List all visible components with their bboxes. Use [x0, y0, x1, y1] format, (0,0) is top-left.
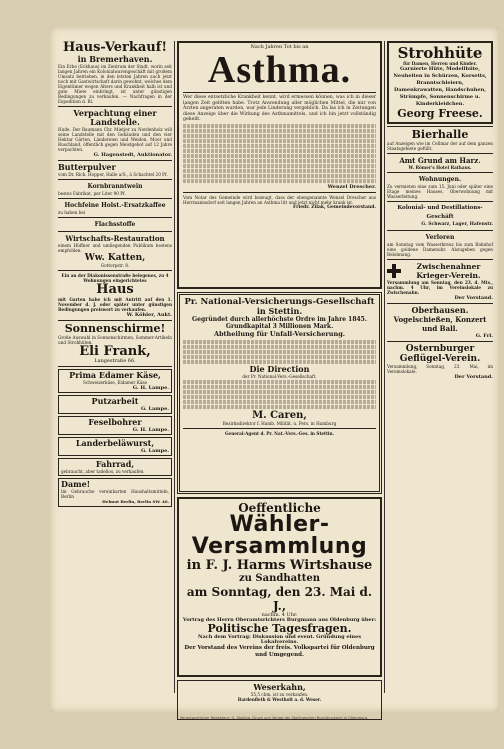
ad-haus-2	[58, 273, 172, 318]
ad-text: vom Dr. Rich. Hopper, Halle a/S., à Schachtel 20 Pf.	[58, 172, 168, 177]
ad-text: Versammlung am Sonntag, den 23. d. Mts., nachm. 4 Uhr, im Vereinslokale zu Zwischenahn.	[387, 280, 493, 295]
ad-text: Ein Erbe (Eckhaus) im Zentrum der Stadt, worin seit langen Jahren ein Kolonialwarengeschäft mit großem Umsatz betrieben, in den letzten Jahren auch jetzt noch mit Gastwirtschaft darin gewohnt, welches dem Eigentümer wegen Alters und Krankheit halb ist und gute Miete einbringt, ist unter günstigen Bedingungen zu verkaufen. — Nachfragen in der Expedition d. Bl.	[58, 64, 172, 104]
ad-signature: M. Caren,	[252, 410, 307, 421]
ad-title: Haus-Verkauf!	[62, 40, 168, 55]
ad-text: bestes Fabrikat, per Liter 90 Pf.	[58, 191, 126, 196]
ad-text: Im Gebrauche vereinbarten Haushaltsmitteln, Berlin	[61, 489, 169, 499]
ad-amt-grund	[387, 156, 493, 170]
ad-title: Sonnenschirme!	[64, 322, 166, 335]
ad-founding: Gegründet durch allerhöchste Ordre im Jahre 1845. Grundkapital 3 Millionen Mark.	[192, 316, 367, 330]
ad-text: Schweizerkäse, Eidamer Käse	[83, 380, 147, 385]
ad-signature: Der Vorstand des Vereins der freis. Volkspartei für Oldenburg und Umgegend.	[184, 645, 375, 658]
ad-header	[387, 262, 493, 280]
ad-weserkahn	[177, 680, 382, 720]
ad-location: zu Sandhatten	[238, 573, 320, 584]
ad-text: am Sonntag vom Wasserkreuz bis zum Bahnhof eine goldene Damenuhr. Abzugeben gegen Belohnung.	[387, 242, 493, 257]
ad-signature: Wenzel Drescher.	[327, 183, 376, 190]
ad-signature: G. Lampe.	[140, 448, 169, 454]
ad-signature: G. Hagenstedt, Auktionator.	[93, 152, 172, 158]
ad-text: Wer diese entsetzliche Krankheit kennt, wird ermessen können, was ich in dieser langen Zeit gelitten habe. Trotz Anwendung aller möglichen Mittel, die mir von Ärzten angeraten wurden, war jede Linderung vergeblich. Da las ich in Zeitungen diese Anzeige über die Wirkung des Asthmamittels, und ich bin jetzt vollständig geheilt.	[183, 95, 376, 123]
ad-national-versicherung	[177, 292, 382, 494]
ad-subtitle: W. Römer's Hotel Rathaus.	[408, 165, 472, 170]
ad-haus-verkauf	[58, 41, 172, 104]
ad-signature: W. Köhler, Aukt.	[126, 312, 172, 318]
ad-title: Landerbeläwurst,	[75, 438, 155, 448]
ad-title: Hochfeine Holst.-Ersatzkaffee	[64, 202, 166, 209]
ad-signature: G. H. Lampe.	[132, 427, 169, 433]
ad-intro: Ein an der Diakonissenstraße belegenes, zu 4 Wohnungen eingerichtetes	[61, 273, 169, 283]
ad-title: Feselbohrer	[88, 417, 142, 427]
ad-text: auf Anzeigen wie im Cellmar der auf dem ganzen Staatsgebiete gefüllt.	[387, 141, 493, 151]
ad-title: Kornbranntwein	[87, 183, 143, 190]
ad-speaker: Vortrag des Herrn Oberamtsrichters Burgmann aus Oldenburg über:	[182, 617, 377, 623]
ad-title: Amt Grund am Harz.	[399, 156, 481, 165]
ad-oberhausen	[387, 306, 493, 339]
ad-title: Strohhüte	[397, 44, 483, 62]
ad-title: Putzarbeit	[91, 396, 139, 406]
column-divider	[384, 41, 385, 693]
ad-title: Osternburger Geflügel-Verein.	[399, 344, 481, 364]
middle-column	[177, 41, 382, 702]
ad-waehler-versammlung	[177, 497, 382, 677]
ad-strohhuete	[387, 41, 493, 124]
ad-title: Weserkahn,	[253, 682, 306, 692]
ad-signature: G. H. Lampe.	[132, 385, 169, 391]
ad-text: mit Garten habe ich mit Antritt auf den 1. November d. J. oder später unter günstigen Bedingungen preiswert zu verkaufen.	[58, 297, 172, 312]
ad-kolonial	[387, 204, 493, 228]
ad-footnote-signature: Friedr. Zilak, Gemeindevorstand.	[293, 204, 376, 210]
ad-subtitle: in Stettin.	[256, 306, 303, 316]
ad-title: Wirtschafts-Restauration	[65, 234, 165, 243]
ad-agent: General-Agent d. Pr. Nat.-Vers.-Ges. in Stettin.	[224, 431, 335, 436]
ad-kornbranntwein	[58, 182, 172, 196]
ad-list: Garnierte Hüte, Modellhüte, Neuheiten in Schürzen, Korsetts, Branntschleiern, Damenkrawatten, Handschuhen, Strümpfe, Sonnenschirme u. Kinderkleidchen.	[393, 66, 487, 107]
ad-title: Flachsstoffe	[94, 221, 136, 228]
ad-signature: G. Frl.	[475, 333, 493, 339]
ad-address: Gottorpstr. 8.	[100, 263, 130, 268]
ad-date: am Sonntag, den 23. Mai d. J.,	[186, 585, 373, 613]
ad-butterpulver	[58, 163, 172, 177]
ad-title: Haus	[96, 282, 134, 297]
ad-dame	[58, 478, 172, 507]
ad-putzarbeit	[58, 395, 172, 414]
ad-title: Wähler-Versammlung	[191, 512, 368, 559]
ad-osternburger	[387, 344, 493, 380]
ad-title: Oberhausen.	[411, 305, 469, 315]
ad-hochfeine	[58, 201, 172, 215]
ad-address: Langestraße 66.	[94, 358, 136, 364]
ad-fahrrad	[58, 458, 172, 476]
right-column	[387, 41, 493, 696]
ad-title: Bierhalle	[411, 128, 469, 141]
ad-title: Fahrrad,	[95, 459, 135, 469]
ad-text: einem Hüffner und umliegenden Publikum bestens empfohlen.	[58, 243, 172, 253]
ad-signature: Helmut Berlin, Berlin SW. 46.	[102, 499, 169, 504]
ad-text: Zu vermieten eine zum 15. Juni oder später eine Etage meines Hauses, Oberwohnung mit Wasserleitung.	[387, 184, 493, 199]
ad-feselbohrer	[58, 416, 172, 435]
ad-prima-kaese	[58, 369, 172, 393]
ad-time: nachm. 4 Uhr.	[261, 612, 298, 618]
ad-title: Verpachtung einer Landstelle.	[73, 108, 157, 127]
ad-text: 55,5 cbm. ist zu verkaufen.	[250, 692, 309, 697]
ad-flachsstoffe	[58, 220, 172, 229]
ad-signature: Der Vorstand.	[454, 374, 493, 380]
ad-subtitle: für Damen, Herren und Kinder.	[403, 61, 477, 66]
ad-place: in F. J. Harms Wirtshause	[186, 558, 373, 573]
ad-sonnenschirme	[58, 323, 172, 364]
ad-name: Ww. Katten,	[84, 253, 146, 263]
ad-direction: Die Direction	[249, 364, 310, 374]
ad-title: Asthma.	[207, 49, 352, 91]
ad-bierhalle	[387, 129, 493, 151]
left-column	[58, 41, 172, 696]
column-divider	[174, 41, 175, 693]
newspaper-page	[50, 27, 499, 712]
ad-text: Nach dem Vortrag: Diskussion und event. Gründung eines Lokalvereins.	[197, 634, 362, 645]
ad-verloren	[387, 233, 493, 257]
ad-signature: Der Vorstand.	[454, 295, 493, 301]
ad-title: Butterpulver	[58, 162, 116, 172]
ad-signature: G. Lampe.	[140, 406, 169, 412]
ad-text: zu haben bei	[58, 210, 86, 215]
ad-title: Zwischenahner Krieger-Verein.	[416, 262, 481, 280]
ad-title: Pr. National-Versicherungs-Gesellschaft	[184, 297, 375, 307]
ad-department: Abtheilung für Unfall-Versicherung.	[213, 330, 346, 338]
ad-direction-sub: der Pr. National-Vers.-Gesellschaft.	[242, 374, 317, 379]
ad-krieger-verein	[387, 262, 493, 301]
ad-wohnungen	[387, 175, 493, 199]
ad-title: Dame!	[61, 479, 91, 489]
ad-text: Große Auswahl in Sonnenschirmen, Sommer-Artikeln und Strohhüten.	[58, 335, 172, 345]
ad-signature: Bardenfleth & Westholt a. d. Weser.	[237, 697, 322, 702]
ad-event: Vogelschießen, Konzert und Ball.	[393, 315, 487, 333]
ad-title: Wohnungen.	[418, 176, 462, 183]
footer-imprint: Verantwortlicher Redakteur: G. Stalling, Druck und Verlag der Stallingschen Buchdruckerei in Oldenburg.	[179, 716, 369, 720]
ad-signature-sub: Bezirksdirektor f. Hamb. Milität. u. Pers. in Hamburg	[222, 421, 337, 426]
ad-asthma	[177, 41, 382, 289]
ad-footnote: Vom Notar des Gemeinde wird bezeugt, dass der obengenannte Wenzel Drescher aus Herrmannsdorf seit langen Jahren an Asthma litt und jetzt nicht mehr krank ist.	[183, 194, 376, 205]
ad-subtitle: in Bremerhaven.	[77, 54, 153, 64]
ad-title: Prima Edamer Käse,	[69, 370, 161, 380]
ad-name: Eli Frank,	[79, 344, 151, 359]
ad-kicker: Oeffentliche	[238, 501, 321, 515]
ad-kicker: Nach Jahren Tot bis an	[250, 44, 309, 50]
ad-text: Hude. Der Baumann Chr. Mietjer zu Nordenholz will seine Landstelle mit den Gebäuden und den vier Hektar Gärten, Ländereien und Weiden, Moor und Buschland, öffentlich gegen Meistgebot auf 12 Jahre verpachten.	[58, 127, 172, 152]
ad-title: Kolonial- und Destillations-Geschäft	[397, 205, 483, 220]
ad-wirtschaft	[58, 234, 172, 268]
ad-signature: G. Schwarz, Lager, Hafenstr.	[421, 222, 493, 227]
ad-text: gebraucht, aber tadellos, zu verkaufen.	[61, 469, 145, 474]
ad-topic: Politische Tagesfragen.	[207, 622, 352, 635]
ad-verpachtung	[58, 109, 172, 158]
ad-title: Verloren	[425, 234, 455, 241]
iron-cross-icon	[387, 264, 401, 278]
ad-landerbel	[58, 437, 172, 456]
ad-text: Versammlung, Sonntag, 23. Mai, im Vereinslokale.	[387, 364, 493, 374]
ad-signature: Georg Freese.	[397, 107, 483, 120]
